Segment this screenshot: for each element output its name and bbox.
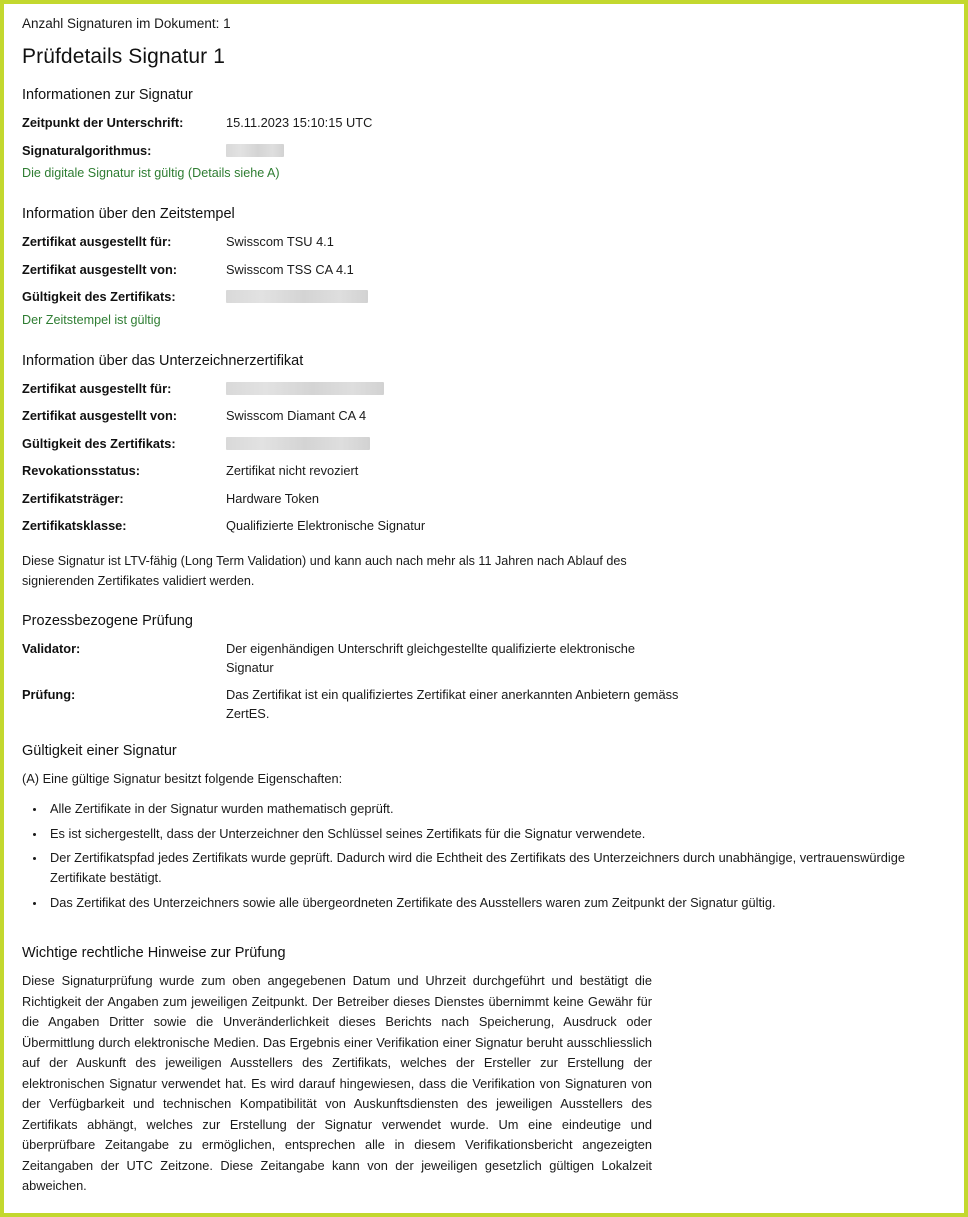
row-value: 15.11.2023 15:10:15 UTC bbox=[226, 115, 373, 130]
row-value: Der eigenhändigen Unterschrift gleichgestellte qualifizierte elektronische Signatur bbox=[226, 641, 636, 675]
row-value: Zertifikat nicht revoziert bbox=[226, 463, 359, 479]
row-key: Revokationsstatus: bbox=[22, 463, 141, 479]
section-heading-signer-certificate: Information über das Unterzeichnerzertifikat bbox=[22, 352, 304, 369]
section-heading-validity: Gültigkeit einer Signatur bbox=[22, 743, 177, 760]
row-key: Zertifikatsträger: bbox=[22, 490, 124, 506]
row-value: Swisscom TSU 4.1 bbox=[226, 234, 334, 250]
section-heading-signature-info: Informationen zur Signatur bbox=[22, 87, 193, 103]
row-key: Zertifikat ausgestellt für: bbox=[22, 380, 172, 396]
table-row bbox=[22, 232, 682, 260]
ltv-note: Diese Signatur ist LTV-fähig (Long Term Validation) und kann auch nach mehr als 11 Jahren nach Ablauf des signierenden Zertifikates validiert werden. bbox=[22, 554, 627, 588]
table-row bbox=[22, 141, 682, 169]
row-key: Gültigkeit des Zertifikats: bbox=[22, 435, 176, 451]
row-key: Zertifikat ausgestellt von: bbox=[22, 408, 178, 424]
row-key: Signaturalgorithmus: bbox=[22, 142, 152, 158]
list-item: • Der Zertifikatspfad jedes Zertifikats wurde geprüft. Dadurch wird die Echtheit des Zertifikats des Unterzeichners durch unabhängige, vertrauenswürdige Zertifikate bestätigt. bbox=[46, 848, 942, 889]
process-check-table bbox=[22, 639, 682, 731]
row-key: Zertifikat ausgestellt für: bbox=[22, 234, 172, 250]
row-key: Prüfung: bbox=[22, 687, 76, 703]
validity-intro: (A) Eine gültige Signatur besitzt folgende Eigenschaften: bbox=[22, 771, 343, 787]
validity-list bbox=[20, 799, 942, 913]
signature-count-label: Anzahl Signaturen im Dokument: 1 bbox=[22, 16, 231, 31]
table-row bbox=[22, 287, 682, 315]
redaction-bar bbox=[226, 437, 370, 450]
row-key: Zertifikat ausgestellt von: bbox=[22, 261, 178, 277]
row-value-redacted bbox=[226, 434, 682, 462]
list-item: • Alle Zertifikate in der Signatur wurden mathematisch geprüft. bbox=[46, 799, 942, 819]
row-key: Gültigkeit des Zertifikats: bbox=[22, 289, 176, 305]
section-heading-timestamp-info: Information über den Zeitstempel bbox=[22, 206, 235, 223]
legal-text: Diese Signaturprüfung wurde zum oben angegebenen Datum und Uhrzeit durchgeführt und bestätigt die Richtigkeit der Angaben zum jeweiligen Zeitpunkt. Der Betreiber dieses Dienstes übernimmt keine Gewähr für die Angaben Dritter sowie die Unveränderlichkeit dieses Berichts nach Speicherung, Ausdruck oder Übermittlung durch elektronische Medien. Das Ergebnis einer Verifikation einer Signatur beruht ausschliesslich auf der Auskunft des jeweiligen Ausstellers des Zertifikats, welches der Ersteller zur Erstellung der elektronischen Signatur verwendet hat. Es wird darauf hingewiesen, dass die Verifikation von Signaturen von der Verfügbarkeit und technischen Kompatibilität von Auskunftsdiensten des jeweiligen Ausstellers des Zertifikats abhängt, welches zur Erstellung der Signatur verwendet wurde. Um eine eindeutige und überprüfbare Zeitangabe zu ermöglichen, entsprechen alle in diesem Verifikationsbericht angezeigten Zeitangaben der UTC Zeitzone. Diese Zeitangabe kann von der jeweiligen gesetzlich gültigen Lokalzeit abweichen. bbox=[22, 973, 652, 1194]
row-key: Validator: bbox=[22, 641, 81, 657]
redaction-bar bbox=[226, 144, 284, 157]
table-row bbox=[22, 461, 682, 489]
section-heading-legal: Wichtige rechtliche Hinweise zur Prüfung bbox=[22, 945, 286, 962]
row-value: Hardware Token bbox=[226, 490, 319, 506]
signer-certificate-table bbox=[22, 379, 682, 544]
row-value: Swisscom Diamant CA 4 bbox=[226, 408, 367, 424]
table-row bbox=[22, 434, 682, 462]
row-value: Swisscom TSS CA 4.1 bbox=[226, 261, 354, 277]
row-value-redacted bbox=[226, 141, 682, 169]
row-value-redacted bbox=[226, 379, 682, 407]
table-row bbox=[22, 639, 682, 685]
row-value-redacted bbox=[226, 287, 682, 315]
table-row bbox=[22, 516, 682, 544]
redaction-bar bbox=[226, 382, 384, 395]
table-row bbox=[22, 489, 682, 517]
table-row bbox=[22, 685, 682, 731]
row-key: Zeitpunkt der Unterschrift: bbox=[22, 115, 184, 130]
section-heading-process-check: Prozessbezogene Prüfung bbox=[22, 613, 193, 630]
row-key: Zertifikatsklasse: bbox=[22, 518, 127, 534]
row-value: Das Zertifikat ist ein qualifiziertes Zertifikat einer anerkannten Anbietern gemäss ZertES. bbox=[226, 687, 679, 721]
report-content bbox=[4, 4, 964, 1213]
page-title: Prüfdetails Signatur 1 bbox=[22, 45, 225, 68]
list-item: • Das Zertifikat des Unterzeichners sowie alle übergeordneten Zertifikate des Ausstellers waren zum Zeitpunkt der Signatur gültig. bbox=[46, 893, 942, 913]
list-item: • Es ist sichergestellt, dass der Unterzeichner den Schlüssel seines Zertifikats für die Signatur verwendete. bbox=[46, 824, 942, 844]
table-row bbox=[22, 406, 682, 434]
table-row bbox=[22, 113, 682, 141]
timestamp-validity-status: Der Zeitstempel ist gültig bbox=[22, 312, 161, 327]
redaction-bar bbox=[226, 290, 368, 303]
timestamp-info-table bbox=[22, 232, 682, 315]
signature-validity-status: Die digitale Signatur ist gültig (Details siehe A) bbox=[22, 166, 280, 181]
signature-info-table bbox=[22, 113, 682, 168]
row-value: Qualifizierte Elektronische Signatur bbox=[226, 518, 426, 534]
table-row bbox=[22, 260, 682, 288]
table-row bbox=[22, 379, 682, 407]
